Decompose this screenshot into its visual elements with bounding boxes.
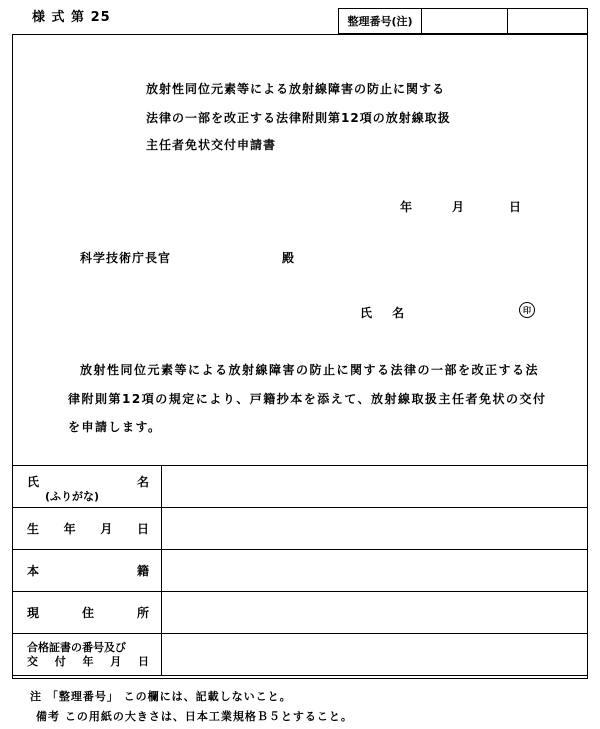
- note-1: 注 「整理番号」 この欄には、記載しないこと。: [30, 690, 292, 703]
- date-day: 日: [509, 200, 522, 214]
- label-char: 年: [82, 654, 94, 668]
- address-field[interactable]: [162, 592, 588, 634]
- label-char: 月: [100, 522, 113, 536]
- table-row: [13, 592, 588, 634]
- label-certificate-line2: [27, 655, 161, 669]
- form-title-line3: 主任者免状交付申請書: [146, 138, 277, 152]
- table-row: [13, 550, 588, 592]
- row-label-name: [13, 466, 162, 508]
- label-char: 付: [54, 654, 66, 668]
- body-text-line3: を申請します。: [68, 420, 162, 434]
- applicant-name-label: 氏 名: [360, 306, 413, 320]
- label-honseki-right: 籍: [136, 564, 149, 578]
- form-title-line2: 法律の一部を改正する法律附則第12項の放射線取扱: [146, 111, 451, 125]
- label-char: 日: [136, 522, 149, 536]
- reference-number-field[interactable]: [422, 9, 508, 33]
- table-row: [13, 508, 588, 550]
- date-year: 年: [400, 200, 413, 214]
- table-row: [13, 634, 588, 676]
- certificate-field[interactable]: [162, 634, 588, 676]
- reference-number-field-2[interactable]: [508, 9, 587, 33]
- note-2: 備考 この用紙の大きさは、日本工業規格Ｂ５とすること。: [36, 710, 353, 723]
- seal-mark: 印: [519, 302, 535, 318]
- birthdate-field[interactable]: [162, 508, 588, 550]
- label-char: 月: [110, 654, 122, 668]
- addressee-honorific: 殿: [282, 251, 295, 265]
- form-title-line1: 放射性同位元素等による放射線障害の防止に関する: [146, 82, 446, 96]
- reference-number-box: [338, 8, 588, 34]
- applicant-info-table: [12, 465, 588, 676]
- label-char: 生: [27, 522, 40, 536]
- addressee: 科学技術庁長官: [80, 251, 172, 265]
- label-char: 住: [81, 606, 94, 620]
- body-text-line1: 放射性同位元素等による放射線障害の防止に関する法律の一部を改正する法: [80, 363, 540, 377]
- honseki-field[interactable]: [162, 550, 588, 592]
- label-char: 日: [138, 654, 149, 668]
- table-row: [13, 466, 588, 508]
- row-label-honseki: [13, 550, 162, 592]
- label-name-left: 氏: [27, 475, 40, 489]
- row-label-address: [13, 592, 162, 634]
- reference-number-label: 整理番号(注): [339, 9, 422, 33]
- date-line: [400, 198, 521, 215]
- label-char: 交: [27, 654, 38, 668]
- label-char: 年: [63, 522, 76, 536]
- row-label-certificate: [13, 634, 162, 676]
- form-number: 様 式 第 25: [32, 10, 111, 25]
- label-furigana: (ふりがな): [45, 490, 100, 503]
- date-month: 月: [452, 200, 465, 214]
- label-honseki-left: 本: [27, 564, 40, 578]
- row-label-birthdate: [13, 508, 162, 550]
- body-text-line2: 律附則第12項の規定により、戸籍抄本を添えて、放射線取扱主任者免状の交付: [68, 392, 547, 406]
- label-char: 現: [27, 606, 40, 620]
- label-certificate-line1: 合格証書の番号及び: [27, 640, 126, 654]
- label-char: 所: [136, 606, 149, 620]
- label-name-right: 名: [136, 475, 149, 489]
- name-field[interactable]: [162, 466, 588, 508]
